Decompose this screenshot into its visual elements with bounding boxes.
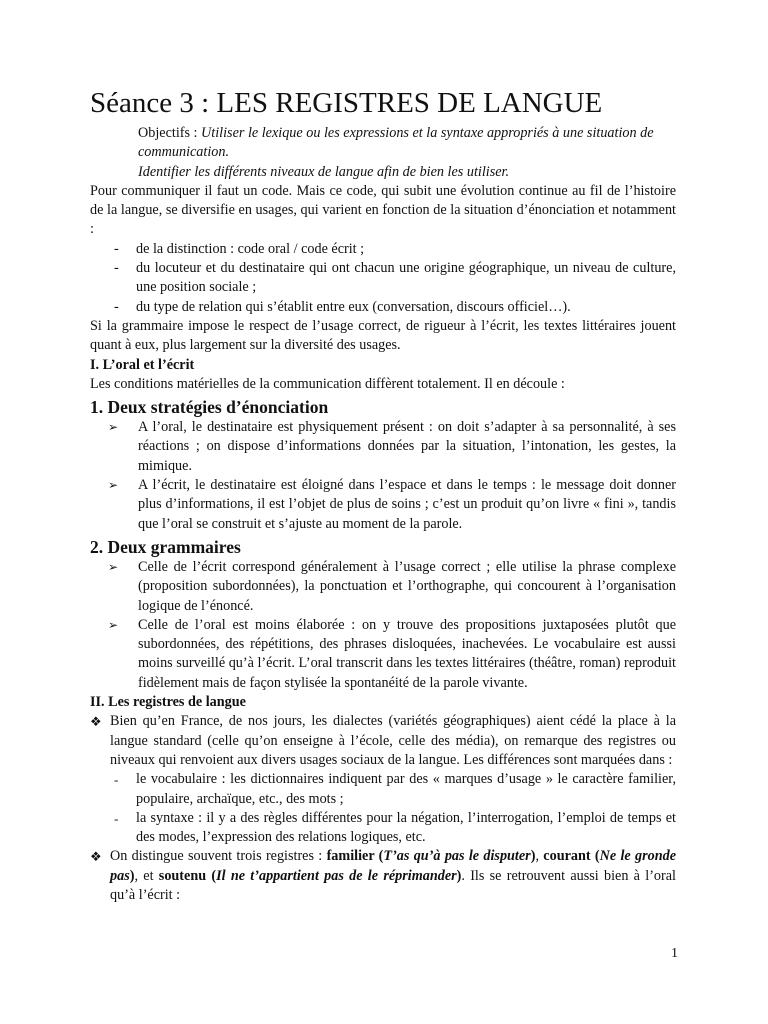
objective-2: Identifier les différents niveaux de langue afin de bien les utiliser. (138, 163, 510, 180)
list-item: - de la distinction : code oral / code écrit ; (90, 240, 676, 259)
list-item: ➢ A l’oral, le destinataire est physiquement présent : on doit s’adapter à sa personnalité, à ses réactions ; on dispose d’informations données par la situation, l’intonation, les gestes, la mimique. (108, 419, 676, 474)
arrow-bullet-icon: ➢ (108, 559, 119, 574)
subsection-1-heading: 1. Deux stratégies d’énonciation (90, 397, 329, 418)
arrow-bullet-icon: ➢ (108, 617, 119, 632)
register-courant: courant ( (543, 848, 600, 865)
diamond-bullet-icon: ❖ (90, 849, 102, 865)
page-title: Séance 3 : LES REGISTRES DE LANGUE (90, 87, 603, 119)
list-item: - du locuteur et du destinataire qui ont chacun une origine géographique, un niveau de culture, une position sociale ; (114, 260, 676, 296)
list-item: ➢ Celle de l’écrit correspond généralement à l’usage correct ; elle utilise la phrase complexe (proposition subordonnées), la ponctuation et l’orthographe, qui concourent à l’organisation logique de l’énoncé. (108, 558, 676, 614)
example-soutenu: Il ne t’appartient pas de le réprimander (216, 867, 457, 884)
list-item: - du type de relation qui s’établit entre eux (conversation, discours officiel…). (90, 298, 676, 317)
section-2-sublist (90, 770, 676, 847)
dash-bullet: - (114, 240, 119, 257)
register-familier: familier ( (326, 848, 384, 865)
list-item: ❖ Bien qu’en France, de nos jours, les dialectes (variétés géographiques) aient cédé la place à la langue standard (celle qu’on enseigne à l’école, celle des média), on remarque des registres ou niveaux qui renvoient aux divers usages sociaux de la langue. Les différences sont marquées dans : - le vocabulaire : les dictionnaires indiquent par des « marques d’usage » le caractère familier, populaire, archaïque, etc., des mots ; - la syntaxe : il y a des règles différentes pour la négation, l’interrogation, l’emploi de temps et des modes, l’expression des relations logiques, etc. (90, 712, 676, 847)
page-number: 1 (671, 946, 678, 961)
dash-bullet: - (114, 260, 119, 277)
dash-bullet: - (114, 810, 119, 826)
arrow-bullet-icon: ➢ (108, 478, 119, 493)
intro-paragraph: Pour communiquer il faut un code. Mais ce code, qui subit une évolution continue au fil de l’histoire de la langue, se diversifie en usages, qui varient en fonction de la situation d’énonciation et notamment : (90, 182, 676, 238)
section-2-list (90, 712, 676, 905)
dash-bullet: - (114, 298, 119, 315)
objectives-line-2 (138, 163, 676, 182)
dash-bullet: - (114, 772, 119, 788)
objectives-block (138, 124, 676, 182)
document-page (90, 86, 676, 905)
example-courant: Ne le gronde pas (110, 848, 677, 884)
list-item: ➢ A l’écrit, le destinataire est éloigné dans l’espace et dans le temps : le message doit donner plus d’informations, il est l’objet de plus de soins ; c’est un produit qu’on livre « fini », tandis que l’oral se construit et s’ajuste au moment de la parole. (108, 477, 676, 532)
diamond-bullet-icon: ❖ (90, 714, 102, 730)
list-item: ❖ On distingue souvent trois registres : familier (T’as qu’à pas le disputer), courant (Ne le gronde pas), et soutenu (Il ne t’appartient pas de le réprimander). Ils se retrouvent aussi bien à l’oral qu’à l’écrit : (90, 848, 677, 903)
arrow-bullet-icon: ➢ (108, 420, 119, 435)
section-1-heading: I. L’oral et l’écrit (90, 356, 195, 373)
objectives-line-1 (138, 124, 676, 163)
subsection-1-list (90, 418, 676, 534)
subsection-2-list (90, 558, 676, 693)
example-familier: T’as qu’à pas le disputer (383, 848, 531, 865)
grammar-note: Si la grammaire impose le respect de l’usage correct, de rigueur à l’écrit, les textes littéraires jouent quant à eux, plus largement sur la diversité des usages. (90, 317, 676, 354)
section-2-heading: II. Les registres de langue (90, 694, 246, 711)
objective-1: Utiliser le lexique ou les expressions et la syntaxe appropriés à une situation de communication. (138, 125, 654, 161)
list-item: - le vocabulaire : les dictionnaires indiquent par des « marques d’usage » le caractère familier, populaire, archaïque, etc., des mots ; (114, 771, 676, 807)
list-item: ➢ Celle de l’oral est moins élaborée : on y trouve des propositions juxtaposées plutôt que subordonnées, des répétitions, des phrases disloquées, inachevées. Le vocabulaire est aussi moins surveillé qu’à l’écrit. L’oral transcrit dans les textes littéraires (théâtre, roman) reproduit fidèlement mais de façon stylisée la spontanéité de la parole vivante. (108, 616, 676, 691)
list-item: - la syntaxe : il y a des règles différentes pour la négation, l’interrogation, l’emploi de temps et des modes, l’expression des relations logiques, etc. (114, 809, 676, 846)
intro-list (90, 240, 676, 317)
objectives-label: Objectifs : (138, 125, 202, 141)
register-soutenu: soutenu ( (158, 867, 217, 884)
subsection-2-heading: 2. Deux grammaires (90, 536, 241, 557)
section-1-intro: Les conditions matérielles de la communication diffèrent totalement. Il en découle : (90, 375, 565, 392)
